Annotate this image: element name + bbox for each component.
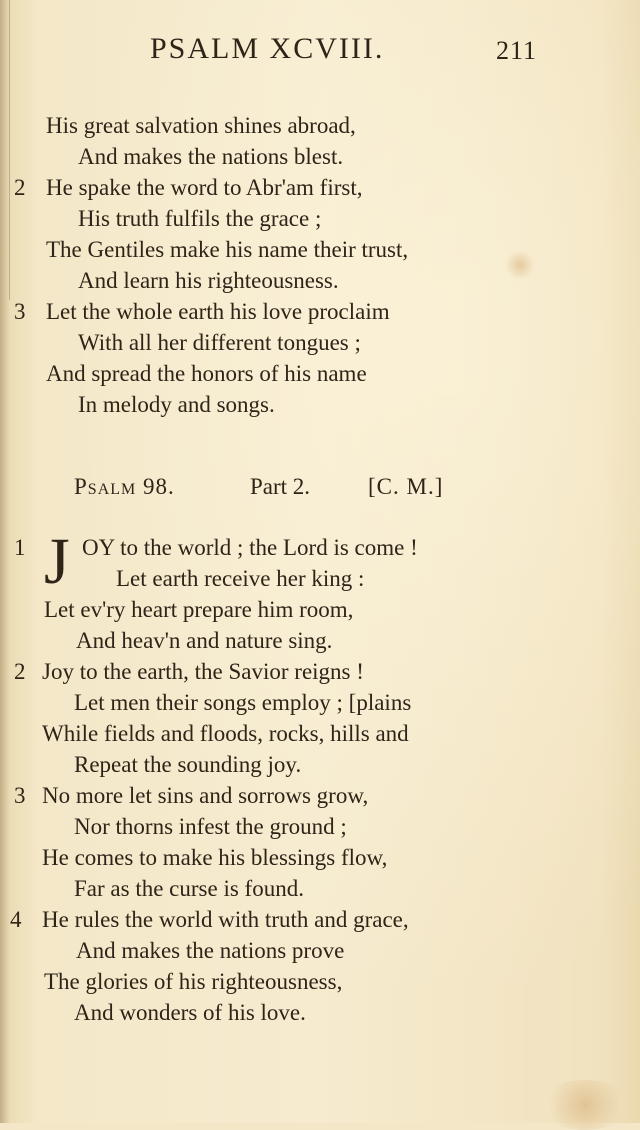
stanza-number: 3 bbox=[14, 783, 26, 808]
meter-label: [C. M.] bbox=[368, 474, 444, 499]
verse-line: His great salvation shines abroad, bbox=[46, 113, 356, 138]
verse-line: The glories of his righteousness, bbox=[44, 969, 343, 994]
verse-line: Let ev'ry heart prepare him room, bbox=[44, 597, 354, 622]
psalm-label: Psalm 98. bbox=[74, 474, 175, 499]
stanza-number: 4 bbox=[10, 907, 22, 932]
verse-line: And heav'n and nature sing. bbox=[76, 628, 333, 653]
verse-line: And spread the honors of his name bbox=[46, 361, 367, 386]
drop-cap: J bbox=[44, 525, 70, 598]
verse-line: With all her different tongues ; bbox=[78, 330, 361, 355]
verse-line: Joy to the earth, the Savior reigns ! bbox=[42, 659, 364, 684]
verse-line: Repeat the sounding joy. bbox=[74, 752, 302, 777]
verse-line: He comes to make his blessings flow, bbox=[42, 845, 388, 870]
verse-line: And makes the nations blest. bbox=[78, 144, 344, 169]
verse-line: Let the whole earth his love proclaim bbox=[46, 299, 390, 324]
part-label: Part 2. bbox=[250, 474, 311, 499]
verse-line: And makes the nations prove bbox=[76, 938, 345, 963]
verse-line: OY to the world ; the Lord is come ! bbox=[82, 535, 418, 560]
stanza-number: 2 bbox=[14, 175, 26, 200]
verse-line: Nor thorns infest the ground ; bbox=[74, 814, 347, 839]
verse-line: And wonders of his love. bbox=[74, 1000, 306, 1025]
verse-line: He spake the word to Abr'am first, bbox=[46, 175, 363, 200]
verse-line: No more let sins and sorrows grow, bbox=[42, 783, 369, 808]
running-title: PSALM XCVIII. bbox=[150, 32, 385, 65]
verse-line: Let men their songs employ ; [plains bbox=[74, 690, 412, 715]
page-number: 211 bbox=[496, 36, 538, 65]
running-header bbox=[0, 28, 640, 68]
verse-line: Far as the curse is found. bbox=[74, 876, 304, 901]
verse-line: While fields and floods, rocks, hills and bbox=[42, 721, 409, 746]
verse-line: In melody and songs. bbox=[78, 392, 275, 417]
foxing-stain bbox=[505, 250, 535, 280]
verse-line: Let earth receive her king : bbox=[116, 566, 365, 591]
section-subheading bbox=[0, 474, 640, 506]
stanza-number: 1 bbox=[14, 535, 26, 560]
verse-line: He rules the world with truth and grace, bbox=[42, 907, 409, 932]
verse-line: The Gentiles make his name their trust, bbox=[46, 237, 409, 262]
verse-line: And learn his righteousness. bbox=[78, 268, 339, 293]
stanza-number: 2 bbox=[14, 659, 26, 684]
stanza-number: 3 bbox=[14, 299, 26, 324]
verse-line: His truth fulfils the grace ; bbox=[78, 206, 322, 231]
